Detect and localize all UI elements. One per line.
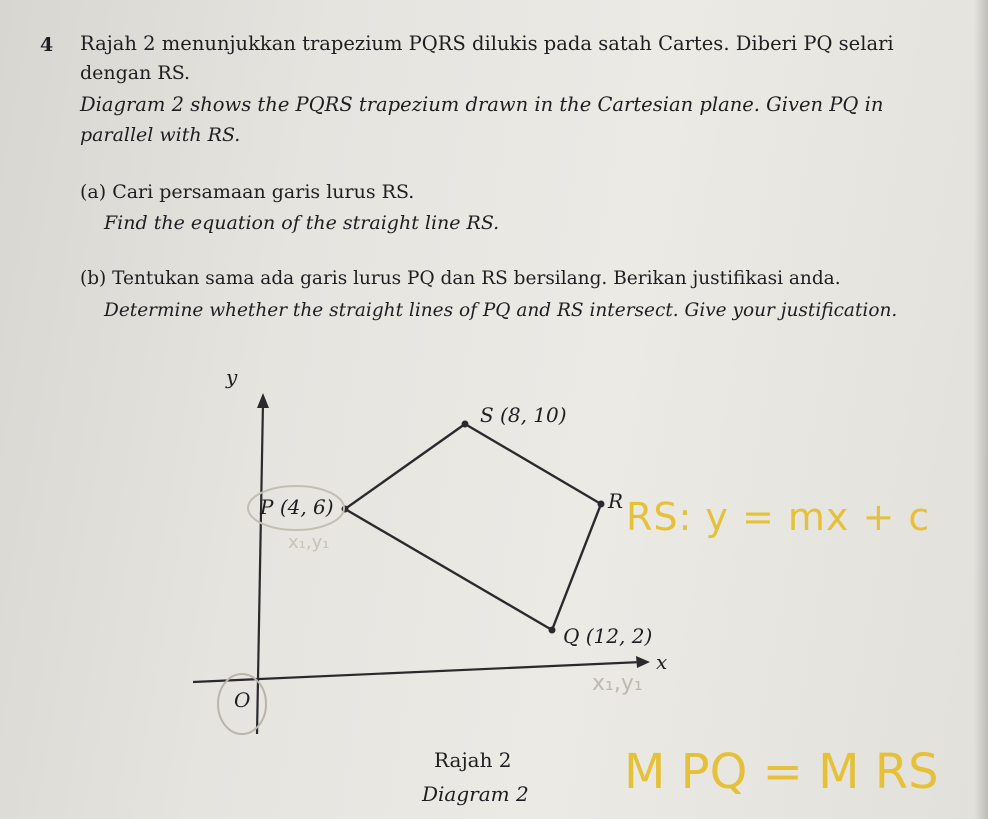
caption-malay: Rajah 2 (434, 748, 512, 772)
handwritten-p-note: x₁,y₁ (288, 532, 330, 553)
handwritten-x1y1: x₁,y₁ (592, 671, 643, 696)
part-b-malay: (b) Tentukan sama ada garis lurus PQ dan RS bersilang. Berikan justifikasi anda. (80, 268, 841, 289)
intro-english-line-2: parallel with RS. (80, 124, 241, 146)
vertex-r (598, 501, 605, 508)
part-b-english: Determine whether the straight lines of PQ and RS intersect. Give your justification. (104, 300, 898, 321)
point-r-label: R (608, 489, 624, 513)
part-a-malay: (a) Cari persamaan garis lurus RS. (80, 181, 415, 203)
question-number: 4 (40, 34, 54, 56)
side-ps (345, 424, 465, 509)
side-sr (465, 424, 601, 504)
point-q-label: Q (12, 2) (563, 624, 653, 648)
side-rq (552, 504, 601, 630)
y-axis-label: y (226, 365, 238, 389)
caption-english: Diagram 2 (422, 782, 529, 806)
x-axis (193, 662, 642, 682)
vertex-s (462, 421, 469, 428)
y-axis-arrow-icon (257, 393, 269, 408)
origin-label: O (234, 688, 251, 712)
handwritten-gradient-note: M PQ = M RS (624, 744, 939, 800)
x-axis-arrow-icon (636, 656, 650, 668)
side-pq (345, 509, 552, 630)
point-p-label: P (4, 6) (260, 495, 334, 519)
vertex-q (549, 627, 556, 634)
intro-english-line-1: Diagram 2 shows the PQRS trapezium drawn in the Cartesian plane. Given PQ in (80, 93, 884, 116)
handwritten-rs-equation: RS: y = mx + c (626, 495, 931, 539)
point-s-label: S (8, 10) (480, 403, 567, 427)
x-axis-label: x (656, 650, 668, 674)
intro-malay-line-2: dengan RS. (80, 62, 191, 84)
part-a-english: Find the equation of the straight line RS. (104, 212, 500, 234)
intro-malay-line-1: Rajah 2 menunjukkan trapezium PQRS dilukis pada satah Cartes. Diberi PQ selari (80, 32, 894, 55)
